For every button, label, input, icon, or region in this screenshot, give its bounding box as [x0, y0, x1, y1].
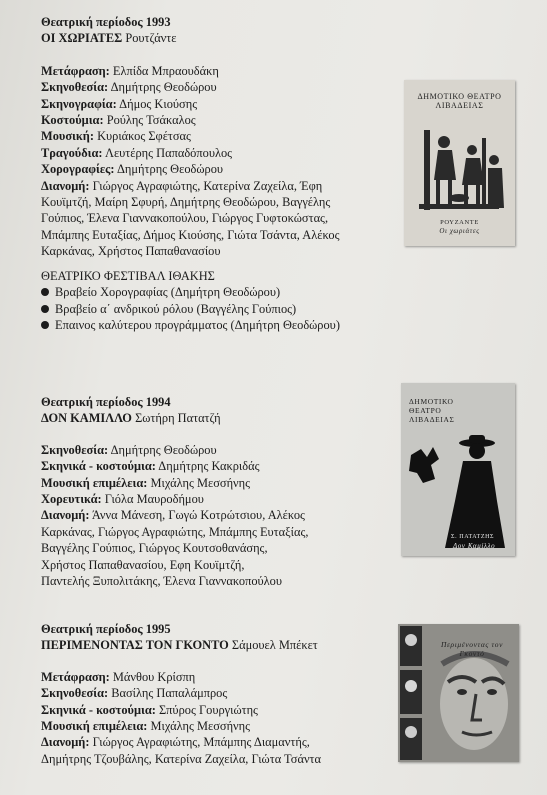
credit-value: Μιχάλης Μεσσήνης	[150, 475, 251, 490]
credit-role: Μετάφραση:	[41, 63, 110, 78]
cast-line	[41, 734, 321, 750]
credit-music	[41, 128, 340, 144]
poster-author: ΡΟΥΖΑΝΤΕ	[440, 219, 479, 226]
cast-line	[41, 507, 309, 523]
credit-costumes	[41, 112, 340, 128]
credit-value: Δήμος Κιούσης	[119, 96, 198, 111]
play-author: Σάμουελ Μπέκετ	[231, 638, 318, 653]
credit-role: Σκηνικά - κοστούμια:	[41, 702, 156, 717]
season-heading: Θεατρική περίοδος 1993	[41, 15, 171, 29]
award-text: Βραβείο Χορογραφίας (Δημήτρη Θεοδώρου)	[55, 285, 281, 300]
play-title: ΔΟΝ ΚΑΜΙΛΛΟ	[41, 411, 132, 426]
award-item	[41, 284, 340, 300]
cast-role: Διανομή:	[41, 178, 90, 193]
season-heading: Θεατρική περίοδος 1995	[41, 622, 171, 636]
credit-role: Σκηνοθεσία:	[41, 80, 109, 95]
credit-set-design	[41, 96, 340, 112]
cast-line: Βαγγέλης Γούπιος, Γιώργος Κουτσοθανάσης,	[41, 541, 268, 556]
cast-line: Γούπιος, Έλενα Γιαννακοπούλου, Γιώργος Γυφτοκώστας,	[41, 211, 329, 226]
award-item	[41, 301, 340, 317]
play-title-line	[41, 410, 309, 426]
credit-role: Σκηνογραφία:	[41, 96, 117, 111]
credit-value: Δημήτρης Θεοδώρου	[116, 162, 224, 177]
production-1995	[41, 621, 321, 767]
cast-names: Άννα Μάνεση, Γωγώ Κοτρώτσιου, Αλέκος	[91, 508, 305, 523]
play-title-line	[41, 30, 340, 46]
poster-line: ΘΕΑΤΡΟ	[409, 406, 442, 415]
cast-names: Γιώργος Αγραφιώτης, Κατερίνα Ζαχείλα, Έφη	[92, 178, 323, 193]
credit-value: Λευτέρης Παπαδόπουλος	[104, 145, 233, 160]
cast-line: Καρκάνας, Γιώργος Αγραφιώτης, Μπάμπης Ευταξίας,	[41, 524, 309, 539]
credit-dances	[41, 491, 309, 507]
play-author: Ρουτζάντε	[125, 31, 177, 46]
poster-waiting-for-godot	[398, 624, 519, 762]
credit-value: Κυριάκος Σφέτσας	[97, 129, 191, 144]
bullet-icon	[41, 321, 49, 329]
poster-line: ΛΙΒΑΔΕΙΑΣ	[409, 415, 455, 424]
credit-value: Γιόλα Μαυροδήμου	[104, 492, 204, 507]
credit-role: Μουσική επιμέλεια:	[41, 475, 148, 490]
poster-line: ΛΙΒΑΔΕΙΑΣ	[435, 101, 484, 110]
priest-silhouette-illustration	[401, 383, 515, 556]
credit-role: Μετάφραση:	[41, 669, 110, 684]
award-item	[41, 317, 340, 333]
play-author: Σωτήρη Πατατζή	[135, 411, 221, 426]
production-1993	[41, 14, 340, 333]
cast-line: Μπάμπης Ευταξίας, Δήμος Κιούσης, Γιώτα Τσάντα, Αλέκος	[41, 227, 340, 242]
bullet-icon	[41, 288, 49, 296]
credit-role: Τραγούδια:	[41, 145, 103, 160]
credit-value: Δημήτρης Θεοδώρου	[110, 80, 217, 95]
credit-value: Μιχάλης Μεσσήνης	[150, 719, 251, 734]
poster-author: Σ. ΠΑΤΑΤΖΗΣ	[451, 534, 495, 540]
credit-value: Βασίλης Παπαλάμπρος	[111, 686, 228, 701]
cast-line	[41, 178, 340, 194]
credit-value: Δημήτρης Κακριδάς	[158, 459, 260, 474]
credit-value: Ρούλης Τσάκαλος	[106, 113, 196, 128]
credit-sets-costumes	[41, 458, 309, 474]
poster-line: ΔΗΜΟΤΙΚΟ ΘΕΑΤΡΟ	[417, 92, 502, 101]
credit-songs	[41, 145, 340, 161]
cast-role: Διανομή:	[41, 508, 90, 523]
credit-sets-costumes	[41, 702, 321, 718]
award-text: Βραβείο α΄ ανδρικού ρόλου (Βαγγέλης Γούπιος)	[55, 301, 297, 316]
cast-line: Καρκάνας, Χρήστος Παπαθανασίου	[41, 244, 221, 259]
poster-title: Οι χωριάτες	[439, 227, 480, 235]
award-text: Επαινος καλύτερου προγράμματος (Δημήτρη Θεοδώρου)	[55, 317, 340, 332]
play-title: ΠΕΡΙΜΕΝΟΝΤΑΣ ΤΟΝ ΓΚΟΝΤΟ	[41, 638, 229, 653]
credit-role: Μουσική:	[41, 129, 94, 144]
credit-direction	[41, 442, 309, 458]
credit-role: Κοστούμια:	[41, 113, 104, 128]
credit-direction	[41, 79, 340, 95]
credit-role: Σκηνοθεσία:	[41, 686, 109, 701]
credit-role: Σκηνικά - κοστούμια:	[41, 459, 156, 474]
cast-names: Γιώργος Αγραφιώτης, Μπάμπης Διαμαντής,	[92, 735, 310, 750]
credit-role: Σκηνοθεσία:	[41, 442, 109, 457]
poster-don-camillo	[401, 383, 515, 556]
production-1994	[41, 394, 309, 589]
cast-role: Διανομή:	[41, 735, 90, 750]
credit-value: Σπύρος Γουργιώτης	[158, 702, 258, 717]
cast-line: Παντελής Ξυπολιτάκης, Έλενα Γιαννακοπούλου	[41, 574, 282, 589]
credit-role: Μουσική επιμέλεια:	[41, 719, 148, 734]
season-heading: Θεατρική περίοδος 1994	[41, 395, 171, 409]
credit-value: Μάνθου Κρίσπη	[112, 669, 196, 684]
credit-translation	[41, 63, 340, 79]
play-title: ΟΙ ΧΩΡΙΑΤΕΣ	[41, 31, 123, 46]
bullet-icon	[41, 305, 49, 313]
cast-line: Δημήτρης Τζουβάλης, Κατερίνα Ζαχείλα, Γιώτα Τσάντα	[41, 751, 322, 766]
credit-value: Ελπίδα Μπραουδάκη	[112, 63, 219, 78]
play-title-line	[41, 637, 321, 653]
cast-line: Χρήστος Παπαθανασίου, Εφη Κουϊμτζή,	[41, 557, 245, 572]
credit-value: Δημήτρης Θεοδώρου	[110, 442, 217, 457]
credit-music	[41, 475, 309, 491]
cast-line: Κουϊμτζή, Μαίρη Σφυρή, Δημήτρης Θεοδώρου, Βαγγέλης	[41, 195, 331, 210]
credit-role: Χορευτικά:	[41, 492, 102, 507]
festival-heading: ΘΕΑΤΡΙΚΟ ΦΕΣΤΙΒΑΛ ΙΘΑΚΗΣ	[41, 268, 215, 283]
poster-title: Περιμένοντας τον Γκοντό	[440, 640, 504, 658]
poster-line: ΔΗΜΟΤΙΚΟ	[409, 397, 454, 406]
credit-translation	[41, 669, 321, 685]
credit-role: Χορογραφίες:	[41, 162, 115, 177]
credit-direction	[41, 685, 321, 701]
poster-villagers	[404, 80, 515, 246]
poster-title: Δον Καμίλλο	[453, 542, 496, 550]
credit-choreography	[41, 161, 340, 177]
credit-music	[41, 718, 321, 734]
